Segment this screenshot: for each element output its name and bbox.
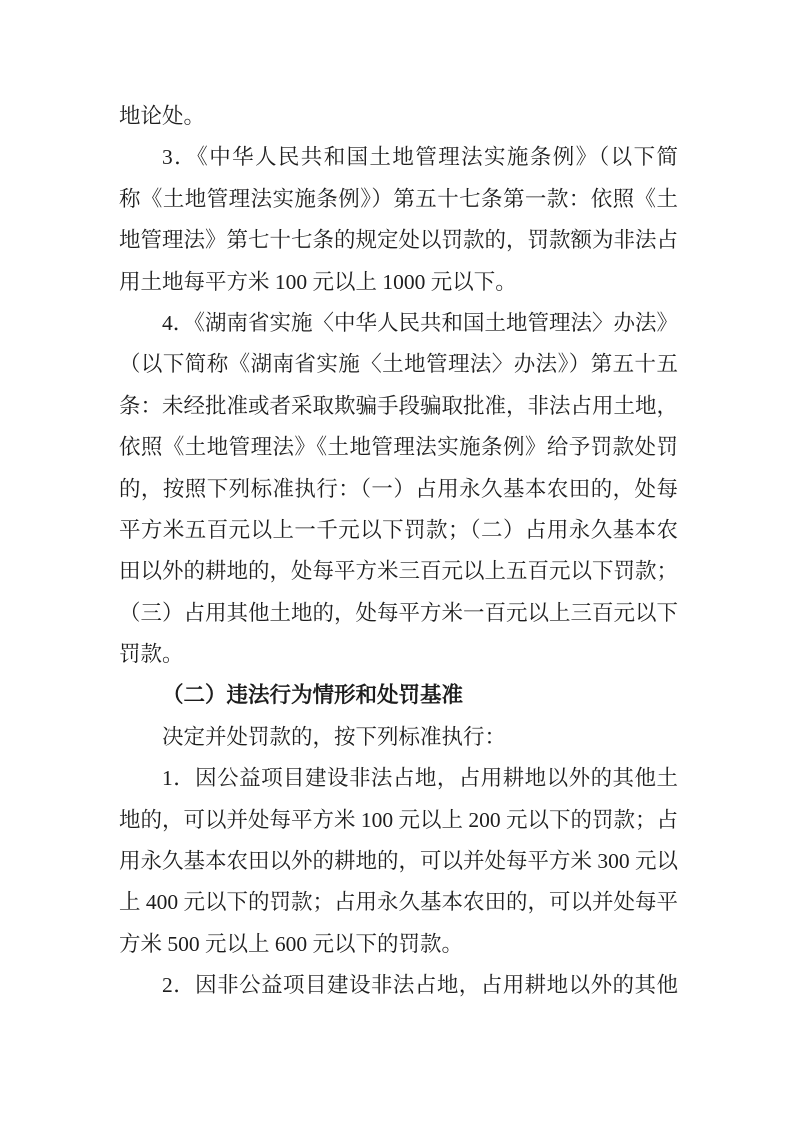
text-line: 2．因非公益项目建设非法占地，占用耕地以外的其他 xyxy=(162,973,678,998)
text-line: 依照《土地管理法》《土地管理法实施条例》给予罚款处罚 xyxy=(119,435,678,460)
text-line: 田以外的耕地的，处每平方米三百元以上五百元以下罚款； xyxy=(119,559,679,584)
text-line: 4．《湖南省实施〈中华人民共和国土地管理法〉办法》 xyxy=(162,310,679,335)
text-line: 称《土地管理法实施条例》）第五十七条第一款：依照《土 xyxy=(119,186,678,211)
text-line: 地论处。 xyxy=(119,104,206,128)
text-line: （三）占用其他土地的，处每平方米一百元以上三百元以下 xyxy=(119,600,679,625)
text-line: 3．《中华人民共和国土地管理法实施条例》（以下简 xyxy=(162,145,678,170)
text-line: 条：未经批准或者采取欺骗手段骗取批准，非法占用土地， xyxy=(119,393,679,418)
text-line: 方米 500 元以上 600 元以下的罚款。 xyxy=(119,931,464,956)
text-line: 用永久基本农田以外的耕地的，可以并处每平方米 300 元以 xyxy=(119,849,679,874)
text-line: 地的，可以并处每平方米 100 元以上 200 元以下的罚款；占 xyxy=(119,807,679,832)
text-line: 决定并处罚款的，按下列标准执行： xyxy=(162,724,507,749)
section-heading: （二）违法行为情形和处罚基准 xyxy=(162,683,464,708)
text-line: 1．因公益项目建设非法占地，占用耕地以外的其他土 xyxy=(162,766,678,791)
document-body xyxy=(119,96,678,1007)
text-line: 地管理法》第七十七条的规定处以罚款的，罚款额为非法占 xyxy=(119,228,679,253)
text-line: 罚款。 xyxy=(119,642,184,667)
text-line: 平方米五百元以上一千元以下罚款；（二）占用永久基本农 xyxy=(119,517,678,542)
text-line: （以下简称《湖南省实施〈土地管理法〉办法》）第五十五 xyxy=(119,352,678,377)
text-line: 的，按照下列标准执行：（一）占用永久基本农田的，处每 xyxy=(119,476,678,501)
text-line: 上 400 元以下的罚款；占用永久基本农田的，可以并处每平 xyxy=(119,890,679,915)
text-line: 用土地每平方米 100 元以上 1000 元以下。 xyxy=(119,269,517,294)
